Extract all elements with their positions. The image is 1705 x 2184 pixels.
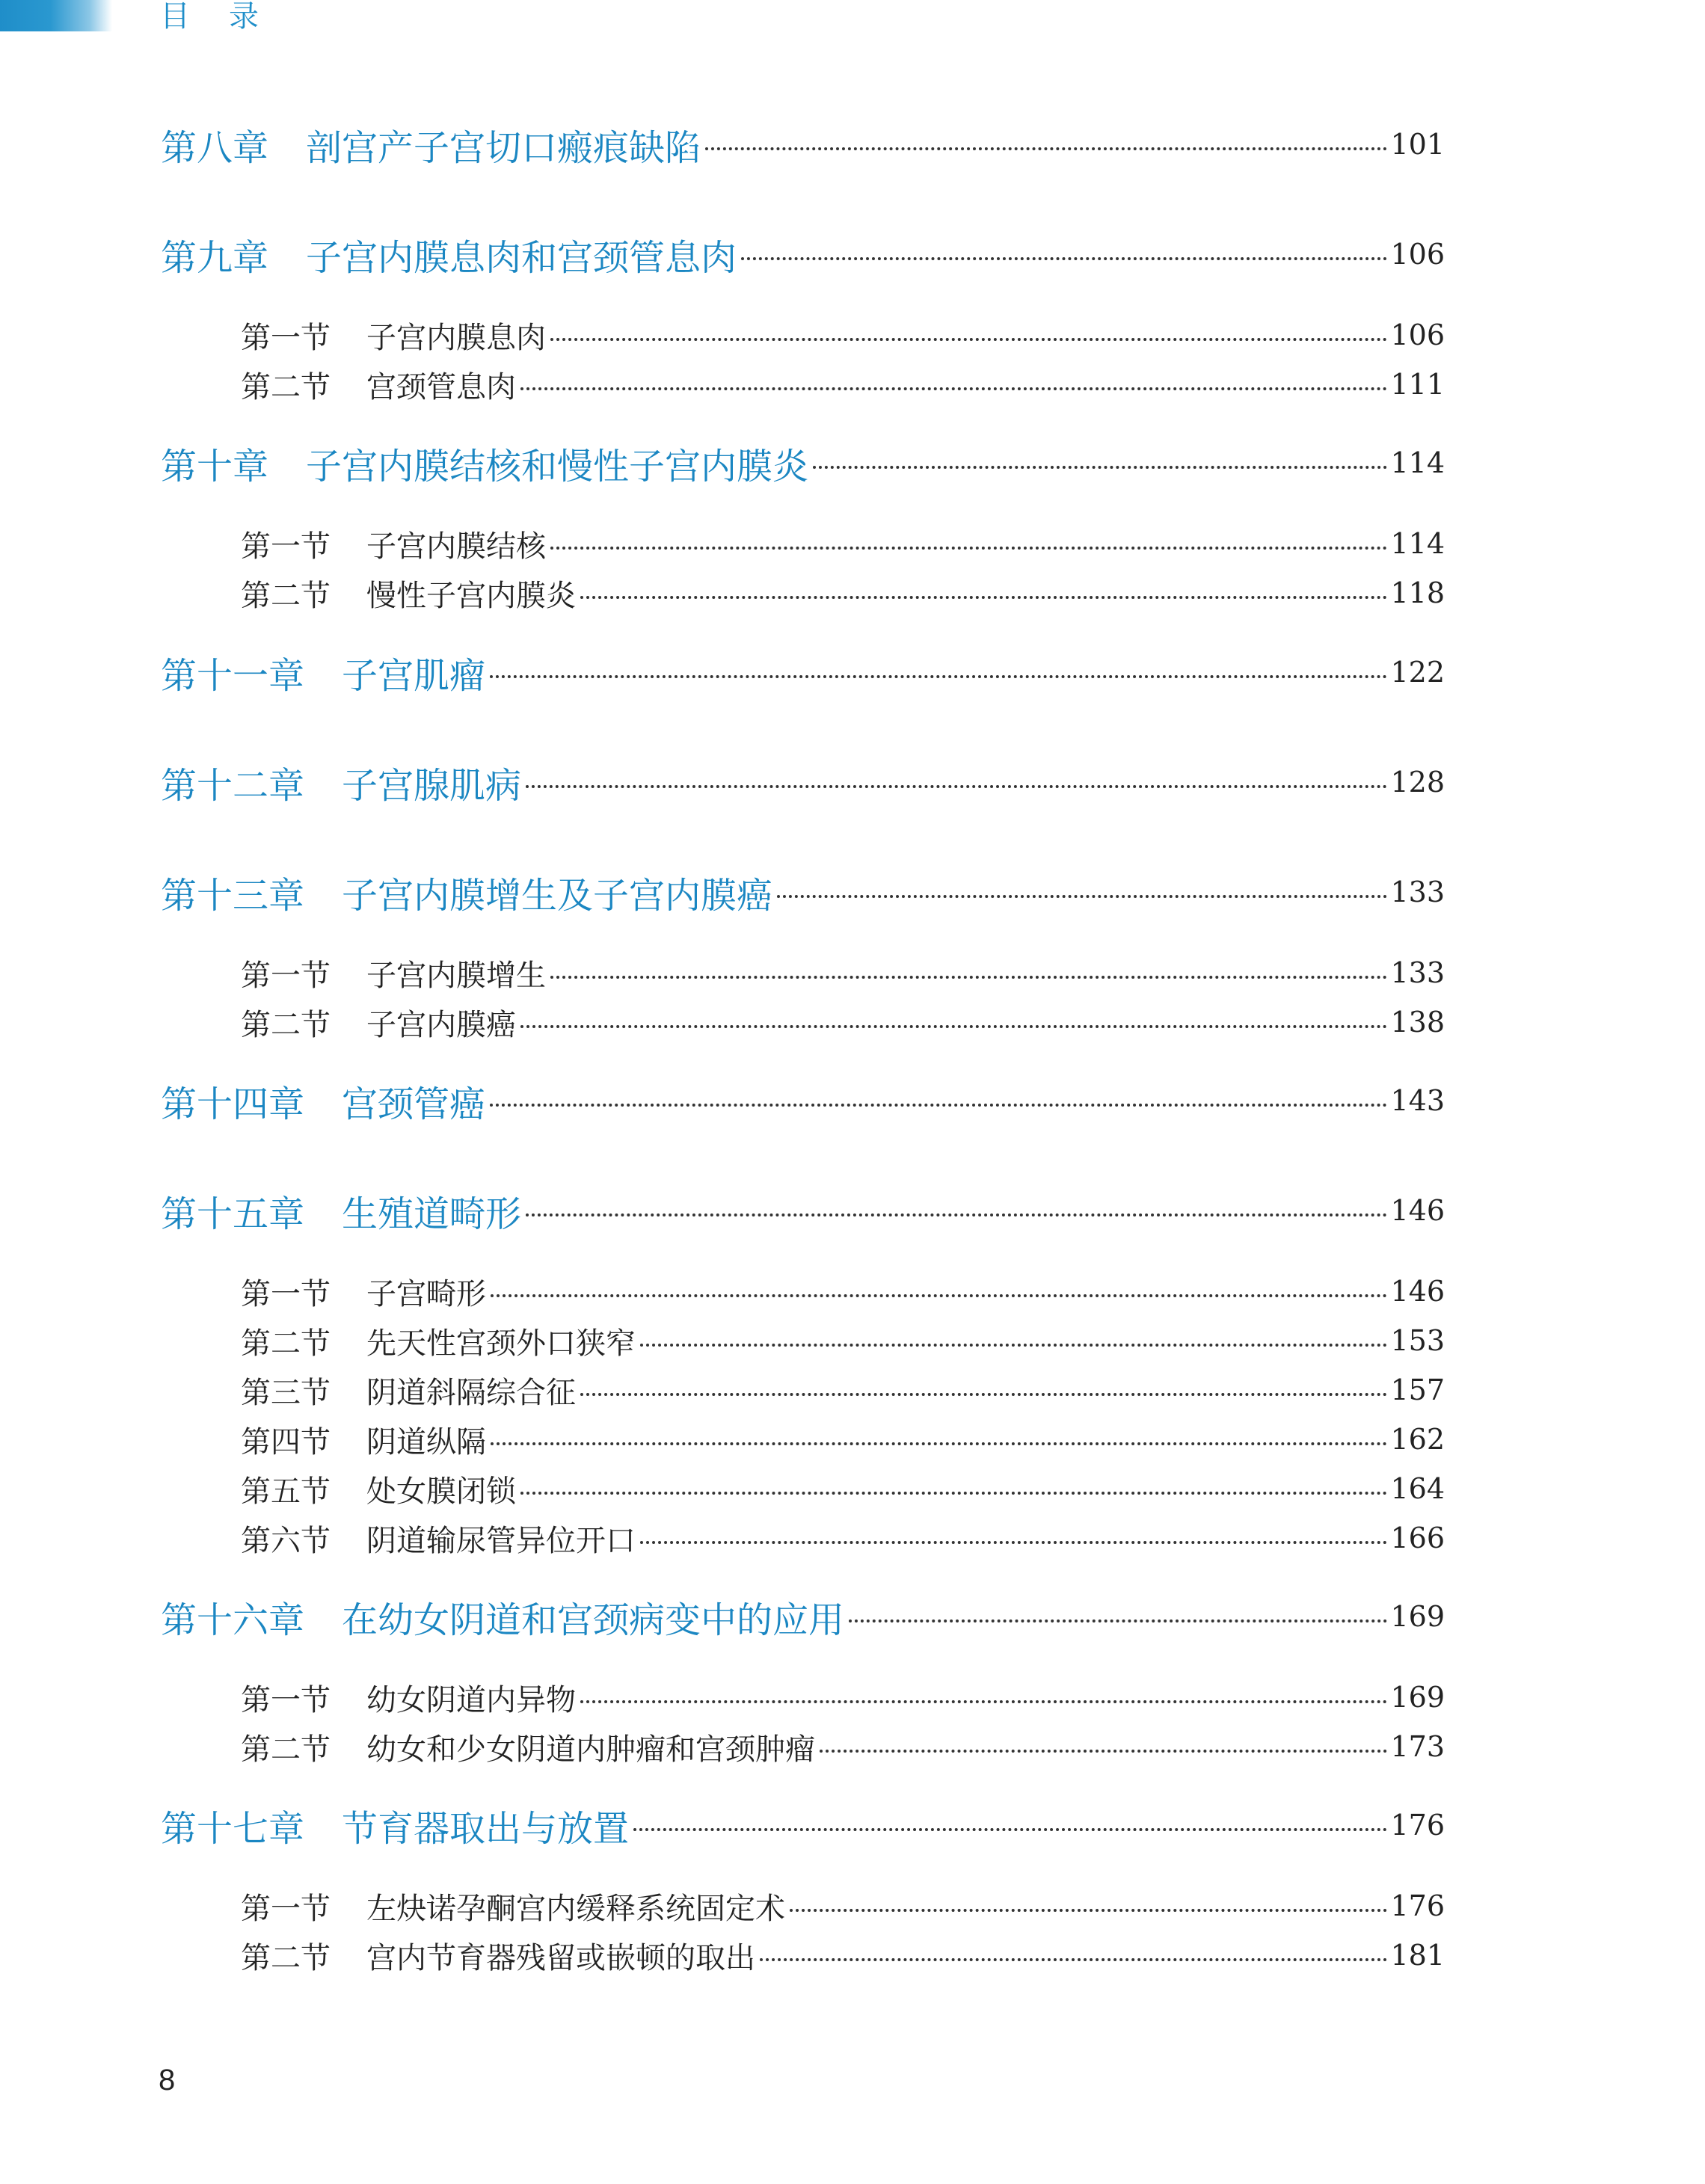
chapter-label: 第九章	[161, 236, 269, 279]
toc-section[interactable]	[241, 363, 1445, 405]
chapter-title: 子宫腺肌病	[342, 764, 522, 807]
toc-chapter-17[interactable]	[161, 1799, 1445, 1851]
toc-section[interactable]	[241, 1270, 1445, 1312]
page-ref: 176	[1390, 1809, 1445, 1842]
section-title: 先天性宫颈外口狭窄	[366, 1326, 636, 1361]
chapter-title: 子宫内膜增生及子宫内膜癌	[342, 874, 773, 917]
toc-section[interactable]	[241, 1726, 1445, 1768]
toc-section[interactable]	[241, 1468, 1445, 1510]
page-ref: 162	[1390, 1423, 1445, 1456]
chapter-title: 剖宫产子宫切口瘢痕缺陷	[306, 126, 701, 169]
dot-leader	[777, 895, 1387, 898]
dot-leader	[820, 1750, 1387, 1753]
dot-leader	[491, 1442, 1387, 1445]
page-ref: 114	[1390, 446, 1445, 479]
page-ref: 111	[1390, 368, 1445, 401]
section-title: 子宫内膜癌	[366, 1007, 516, 1042]
page-ref: 106	[1390, 319, 1445, 351]
section-label: 第二节	[241, 1326, 331, 1361]
section-title: 处女膜闭锁	[366, 1474, 516, 1509]
toc-chapter-12[interactable]	[161, 756, 1445, 808]
toc-section[interactable]	[241, 572, 1445, 614]
dot-leader	[526, 785, 1387, 788]
dot-leader	[705, 147, 1387, 150]
section-title: 阴道输尿管异位开口	[366, 1523, 636, 1558]
section-label: 第一节	[241, 958, 331, 993]
toc-section[interactable]	[241, 1418, 1445, 1460]
dot-leader	[580, 1393, 1387, 1396]
section-title: 子宫畸形	[366, 1276, 486, 1311]
chapter-label: 第八章	[161, 126, 269, 169]
page-ref: 169	[1390, 1681, 1445, 1714]
section-title: 幼女阴道内异物	[366, 1682, 576, 1717]
toc-section[interactable]	[241, 1676, 1445, 1718]
chapter-label: 第十四章	[161, 1083, 305, 1125]
dot-leader	[640, 1344, 1387, 1347]
toc-chapter-10[interactable]	[161, 437, 1445, 489]
page-ref: 173	[1390, 1730, 1445, 1763]
section-title: 宫颈管息肉	[366, 369, 516, 404]
dot-leader	[520, 387, 1387, 390]
dot-leader	[640, 1541, 1387, 1544]
page-ref: 122	[1390, 656, 1445, 689]
chapter-label: 第十二章	[161, 764, 305, 807]
section-label: 第一节	[241, 320, 331, 355]
page-number: 8	[159, 2064, 176, 2097]
dot-leader	[790, 1909, 1387, 1912]
section-label: 第二节	[241, 1007, 331, 1042]
page-ref: 133	[1390, 876, 1445, 908]
chapter-label: 第十五章	[161, 1193, 305, 1235]
page-ref: 114	[1390, 527, 1445, 560]
dot-leader	[580, 596, 1387, 599]
chapter-label: 第十一章	[161, 654, 305, 697]
chapter-title: 子宫肌瘤	[342, 654, 486, 697]
header-color-bar	[0, 0, 112, 31]
toc-section[interactable]	[241, 1001, 1445, 1043]
chapter-label: 第十三章	[161, 874, 305, 917]
toc-section[interactable]	[241, 1320, 1445, 1362]
dot-leader	[520, 1025, 1387, 1028]
dot-leader	[580, 1700, 1387, 1703]
dot-leader	[490, 1104, 1387, 1107]
dot-leader	[741, 257, 1387, 260]
toc-chapter-14[interactable]	[161, 1074, 1445, 1127]
toc-chapter-11[interactable]	[161, 646, 1445, 698]
toc-section[interactable]	[241, 314, 1445, 356]
dot-leader	[550, 976, 1387, 979]
page-ref: 133	[1390, 956, 1445, 989]
section-title: 幼女和少女阴道内肿瘤和宫颈肿瘤	[366, 1732, 815, 1767]
page-ref: 146	[1390, 1194, 1445, 1227]
section-label: 第三节	[241, 1375, 331, 1410]
toc-chapter-13[interactable]	[161, 866, 1445, 918]
section-title: 阴道纵隔	[366, 1424, 486, 1459]
section-title: 子宫内膜结核	[366, 529, 546, 564]
section-label: 第二节	[241, 578, 331, 613]
section-label: 第二节	[241, 369, 331, 404]
page-ref: 166	[1390, 1522, 1445, 1554]
page-ref: 176	[1390, 1889, 1445, 1922]
chapter-title: 生殖道畸形	[342, 1193, 522, 1235]
dot-leader	[849, 1619, 1387, 1622]
chapter-label: 第十章	[161, 445, 269, 487]
section-title: 宫内节育器残留或嵌顿的取出	[366, 1940, 755, 1975]
page-header-title: 目录	[160, 0, 298, 34]
section-label: 第五节	[241, 1474, 331, 1509]
page-ref: 181	[1390, 1939, 1445, 1972]
toc-section[interactable]	[241, 1885, 1445, 1927]
page-ref: 118	[1390, 576, 1445, 609]
toc-section[interactable]	[241, 1517, 1445, 1559]
page-ref: 138	[1390, 1006, 1445, 1039]
toc-section[interactable]	[241, 1934, 1445, 1976]
section-label: 第二节	[241, 1940, 331, 1975]
toc-section[interactable]	[241, 952, 1445, 994]
dot-leader	[491, 1294, 1387, 1297]
section-label: 第一节	[241, 529, 331, 564]
page-ref: 164	[1390, 1472, 1445, 1505]
page-ref: 157	[1390, 1374, 1445, 1406]
section-title: 阴道斜隔综合征	[366, 1375, 576, 1410]
page-ref: 143	[1390, 1084, 1445, 1117]
page-ref: 106	[1390, 238, 1445, 271]
section-label: 第一节	[241, 1891, 331, 1926]
page-ref: 146	[1390, 1275, 1445, 1308]
dot-leader	[813, 466, 1387, 469]
section-label: 第四节	[241, 1424, 331, 1459]
section-label: 第一节	[241, 1682, 331, 1717]
section-label: 第六节	[241, 1523, 331, 1558]
dot-leader	[526, 1213, 1387, 1216]
toc-chapter-15[interactable]	[161, 1184, 1445, 1237]
dot-leader	[520, 1492, 1387, 1495]
chapter-label: 第十六章	[161, 1599, 305, 1641]
page-ref: 153	[1390, 1324, 1445, 1357]
dot-leader	[550, 547, 1387, 550]
toc-section[interactable]	[241, 1369, 1445, 1411]
section-label: 第一节	[241, 1276, 331, 1311]
dot-leader	[633, 1828, 1387, 1831]
chapter-title: 子宫内膜结核和慢性子宫内膜炎	[306, 445, 809, 487]
toc-chapter-16[interactable]	[161, 1590, 1445, 1643]
chapter-title: 宫颈管癌	[342, 1083, 486, 1125]
page-ref: 101	[1390, 128, 1445, 161]
dot-leader	[490, 675, 1387, 678]
chapter-label: 第十七章	[161, 1807, 305, 1850]
dot-leader	[760, 1958, 1387, 1961]
section-label: 第二节	[241, 1732, 331, 1767]
toc-section[interactable]	[241, 523, 1445, 565]
section-title: 子宫内膜息肉	[366, 320, 546, 355]
chapter-title: 节育器取出与放置	[342, 1807, 630, 1850]
section-title: 子宫内膜增生	[366, 958, 546, 993]
page-ref: 128	[1390, 766, 1445, 799]
chapter-title: 子宫内膜息肉和宫颈管息肉	[306, 236, 737, 279]
dot-leader	[550, 338, 1387, 341]
section-title: 慢性子宫内膜炎	[366, 578, 576, 613]
page-ref: 169	[1390, 1600, 1445, 1633]
section-title: 左炔诺孕酮宫内缓释系统固定术	[366, 1891, 785, 1926]
chapter-title: 在幼女阴道和宫颈病变中的应用	[342, 1599, 845, 1641]
toc-chapter-8[interactable]	[161, 118, 1445, 170]
toc-chapter-9[interactable]	[161, 228, 1445, 280]
